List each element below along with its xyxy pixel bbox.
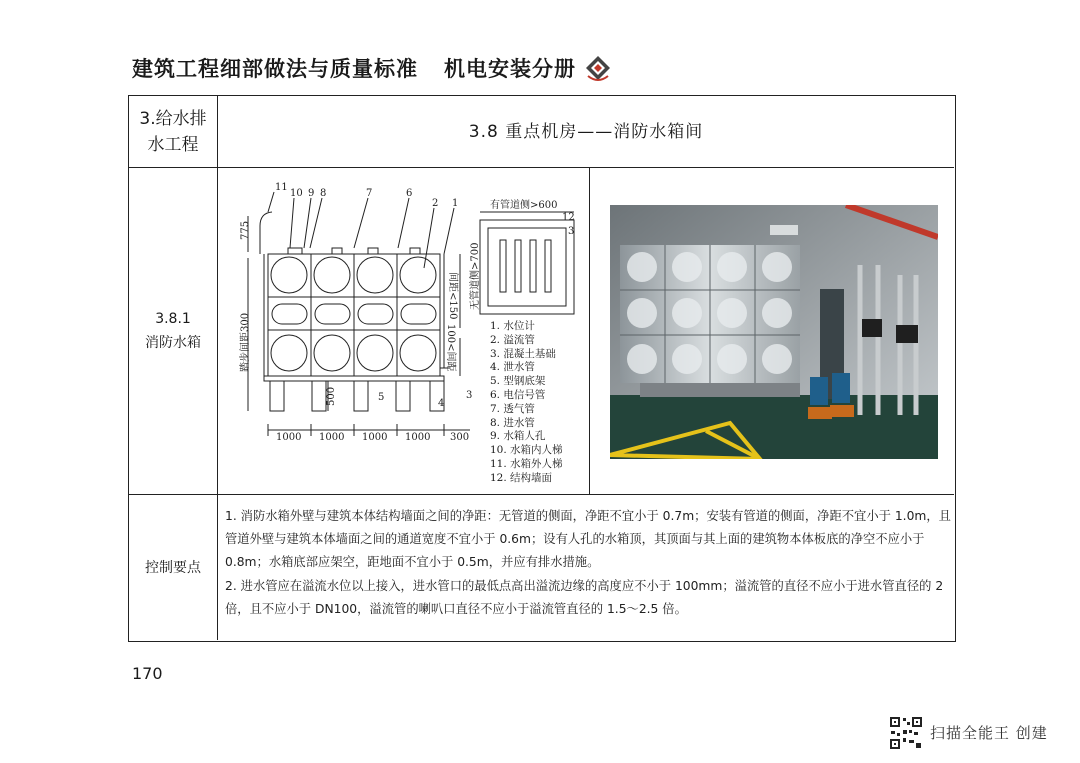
tank-room-photo [610, 205, 938, 459]
side-label-4: 4 [438, 398, 445, 409]
top-number-11: 11 [275, 182, 288, 193]
page-number: 170 [132, 664, 163, 683]
legend-item: 9. 水箱人孔 [490, 430, 546, 443]
dim-bottom-4: 1000 [405, 432, 431, 443]
legend-item: 1. 水位计 [490, 320, 535, 332]
side-label-5: 5 [378, 392, 385, 403]
photo-cell [590, 168, 954, 495]
section-title: 3.8 重点机房——消防水箱间 [468, 121, 704, 142]
standard-table [128, 95, 956, 642]
dim-500: 500 [326, 386, 337, 406]
item-cell [129, 168, 218, 495]
legend-item: 10. 水箱内人梯 [490, 444, 563, 457]
watermark-text: 扫描全能王 创建 [930, 724, 1048, 742]
book-volume: 机电安装分册 [444, 57, 576, 81]
gap-150-label: 间距<150 [447, 272, 458, 320]
legend-item: 8. 进水管 [490, 416, 535, 429]
dim-bottom-2: 1000 [319, 432, 345, 443]
book-title: 建筑工程细部做法与质量标准 [132, 57, 418, 81]
plan-number-12: 12 [562, 212, 575, 223]
legend-item: 5. 型钢底架 [490, 375, 546, 388]
top-number-10: 10 [290, 188, 303, 199]
control-label: 控制要点 [145, 559, 201, 576]
legend-item: 11. 水箱外人梯 [490, 458, 563, 470]
top-number-2: 2 [432, 198, 439, 209]
plan-side-label: 无管道侧>700 [470, 242, 481, 310]
top-number-8: 8 [320, 188, 327, 199]
diagram-cell [218, 168, 590, 495]
legend-item: 3. 混凝土基础 [490, 347, 556, 360]
dim-775: 775 [240, 220, 251, 240]
top-number-7: 7 [366, 188, 373, 199]
category-line-2: 水工程 [147, 134, 199, 155]
control-label-cell [129, 495, 218, 640]
page-header [132, 52, 612, 84]
legend-item: 12. 结构墙面 [490, 471, 553, 484]
plan-top-label: 有管道侧>600 [490, 200, 558, 211]
item-number: 3.8.1 [155, 311, 191, 327]
book-logo-icon [584, 54, 612, 82]
category-cell [129, 96, 218, 168]
legend-item: 7. 透气管 [490, 402, 535, 415]
category-line-1: 3.给水排 [139, 108, 207, 129]
dim-ladder-pitch: 踏步间距300 [240, 312, 251, 372]
top-number-9: 9 [308, 188, 315, 199]
note-paragraph-1: 1. 消防水箱外壁与建筑本体结构墙面之间的净距：无管道的侧面，净距不宜小于 0.7m；安装有管道的侧面，净距不宜小于 1.0m，且管道外壁与建筑本体墙面之间的通道宽度不宜小于 0.6m；设有人孔的水箱顶，其顶面与其上面的建筑物本体板底的净空不应小于 0.8m；水箱底部应架空，距地面不宜小于 0.5m，并应有排水措施。 [225, 509, 951, 570]
dim-bottom-3: 1000 [362, 432, 388, 443]
side-label-3: 3 [466, 390, 473, 401]
note-paragraph-2: 2. 进水管应在溢流水位以上接入，进水管口的最低点高出溢流边缘的高度应不小于 100mm；溢流管的直径不应小于进水管直径的 2 倍，且不应小于 DN100，溢流管的喇叭口直径不应小于溢流管直径的 1.5～2.5 倍。 [225, 579, 944, 617]
item-name: 消防水箱 [145, 335, 201, 351]
section-title-cell [218, 96, 954, 168]
top-number-1: 1 [452, 198, 459, 209]
gap-100-label: 100<间距 [445, 324, 456, 372]
qr-code-icon [889, 716, 923, 750]
plan-number-3: 3 [568, 226, 575, 237]
legend-item: 2. 溢流管 [490, 333, 535, 346]
legend-item: 4. 泄水管 [490, 361, 535, 374]
dim-bottom-1: 1000 [276, 432, 302, 443]
legend-item: 6. 电信号管 [490, 389, 546, 401]
dim-right-300: 300 [450, 432, 470, 443]
top-number-6: 6 [406, 188, 413, 199]
